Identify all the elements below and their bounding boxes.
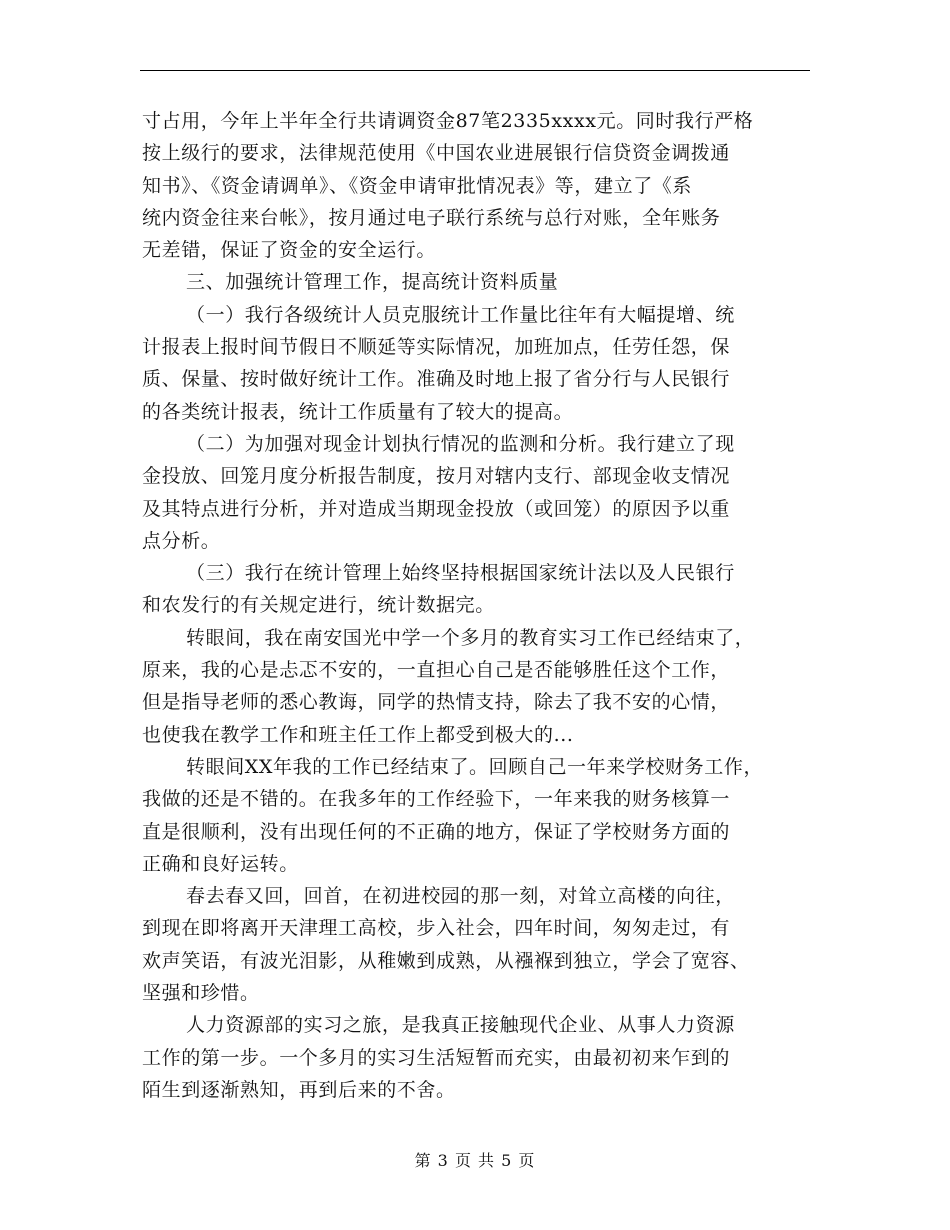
paragraph-line: 工作的第一步。一个多月的实习生活短暂而充实，由最初初来乍到的 — [142, 1046, 731, 1069]
paragraph-line: 统内资金往来台帐》，按月通过电子联行系统与总行对账，全年账务 — [142, 206, 721, 229]
paragraph-line: 陌生到逐渐熟知，再到后来的不舍。 — [142, 1078, 456, 1101]
paragraph-line: 点分析。 — [142, 529, 221, 552]
paragraph-line: 的各类统计报表，统计工作质量有了较大的提高。 — [142, 400, 574, 423]
paragraph-line: 及其特点进行分析，并对造成当期现金投放（或回笼）的原因予以重 — [142, 497, 731, 520]
paragraph-line: 但是指导老师的悉心教诲，同学的热情支持，除去了我不安的心情， — [142, 691, 731, 714]
paragraph-first-line: 春去春又回，回首，在初进校园的那一刻，对耸立高楼的向往， — [186, 885, 735, 908]
paragraph-line: 欢声笑语，有波光泪影，从稚嫩到成熟，从襁褓到独立，学会了宽容、 — [142, 949, 750, 972]
paragraph-line: 到现在即将离开天津理工高校，步入社会，四年时间，匆匆走过，有 — [142, 917, 731, 940]
paragraph-first-line: 转眼间XX年我的工作已经结束了。回顾自己一年来学校财务工作， — [186, 755, 764, 778]
page-number: 第 3 页 共 5 页 — [414, 1151, 536, 1170]
paragraph-line: 无差错，保证了资金的安全运行。 — [142, 239, 437, 262]
paragraph-line: 我做的还是不错的。在我多年的工作经验下，一年来我的财务核算一 — [142, 788, 731, 811]
paragraph-line: 原来，我的心是忐忑不安的，一直担心自己是否能够胜任这个工作， — [142, 659, 731, 682]
paragraph-line: 质、保量、按时做好统计工作。准确及时地上报了省分行与人民银行 — [142, 368, 731, 391]
document-body — [142, 105, 822, 1106]
paragraph-line: 也使我在教学工作和班主任工作上都受到极大的... — [142, 723, 574, 746]
paragraph-line: 寸占用，今年上半年全行共请调资金87笔2335xxxx元。同时我行严格 — [142, 110, 754, 132]
paragraph-line: 直是很顺利，没有出现任何的不正确的地方，保证了学校财务方面的 — [142, 820, 731, 843]
paragraph-first-line: 人力资源部的实习之旅，是我真正接触现代企业、从事人力资源 — [186, 1014, 735, 1037]
paragraph-first-line: 三、加强统计管理工作，提高统计资料质量 — [186, 271, 559, 294]
header-rule — [140, 70, 810, 71]
paragraph-line: 知书》、《资金请调单》、《资金申请审批情况表》等，建立了《系 — [142, 174, 693, 197]
paragraph-line: 正确和良好运转。 — [142, 852, 299, 875]
paragraph-line: 和农发行的有关规定进行，统计数据完。 — [142, 594, 495, 617]
paragraph-line: 金投放、回笼月度分析报告制度，按月对辖内支行、部现金收支情况 — [142, 465, 731, 488]
paragraph-line: 计报表上报时间节假日不顺延等实际情况，加班加点，任劳任怨，保 — [142, 336, 731, 359]
paragraph-first-line: 转眼间，我在南安国光中学一个多月的教育实习工作已经结束了， — [186, 626, 755, 649]
paragraph-first-line: （三）我行在统计管理上始终坚持根据国家统计法以及人民银行 — [186, 562, 735, 585]
paragraph-line: 按上级行的要求，法律规范使用《中国农业进展银行信贷资金调拨通 — [142, 142, 731, 165]
paragraph-line: 坚强和珍惜。 — [142, 982, 260, 1005]
paragraph-first-line: （一）我行各级统计人员克服统计工作量比往年有大幅提增、统 — [186, 303, 735, 326]
paragraph-first-line: （二）为加强对现金计划执行情况的监测和分析。我行建立了现 — [186, 432, 735, 455]
